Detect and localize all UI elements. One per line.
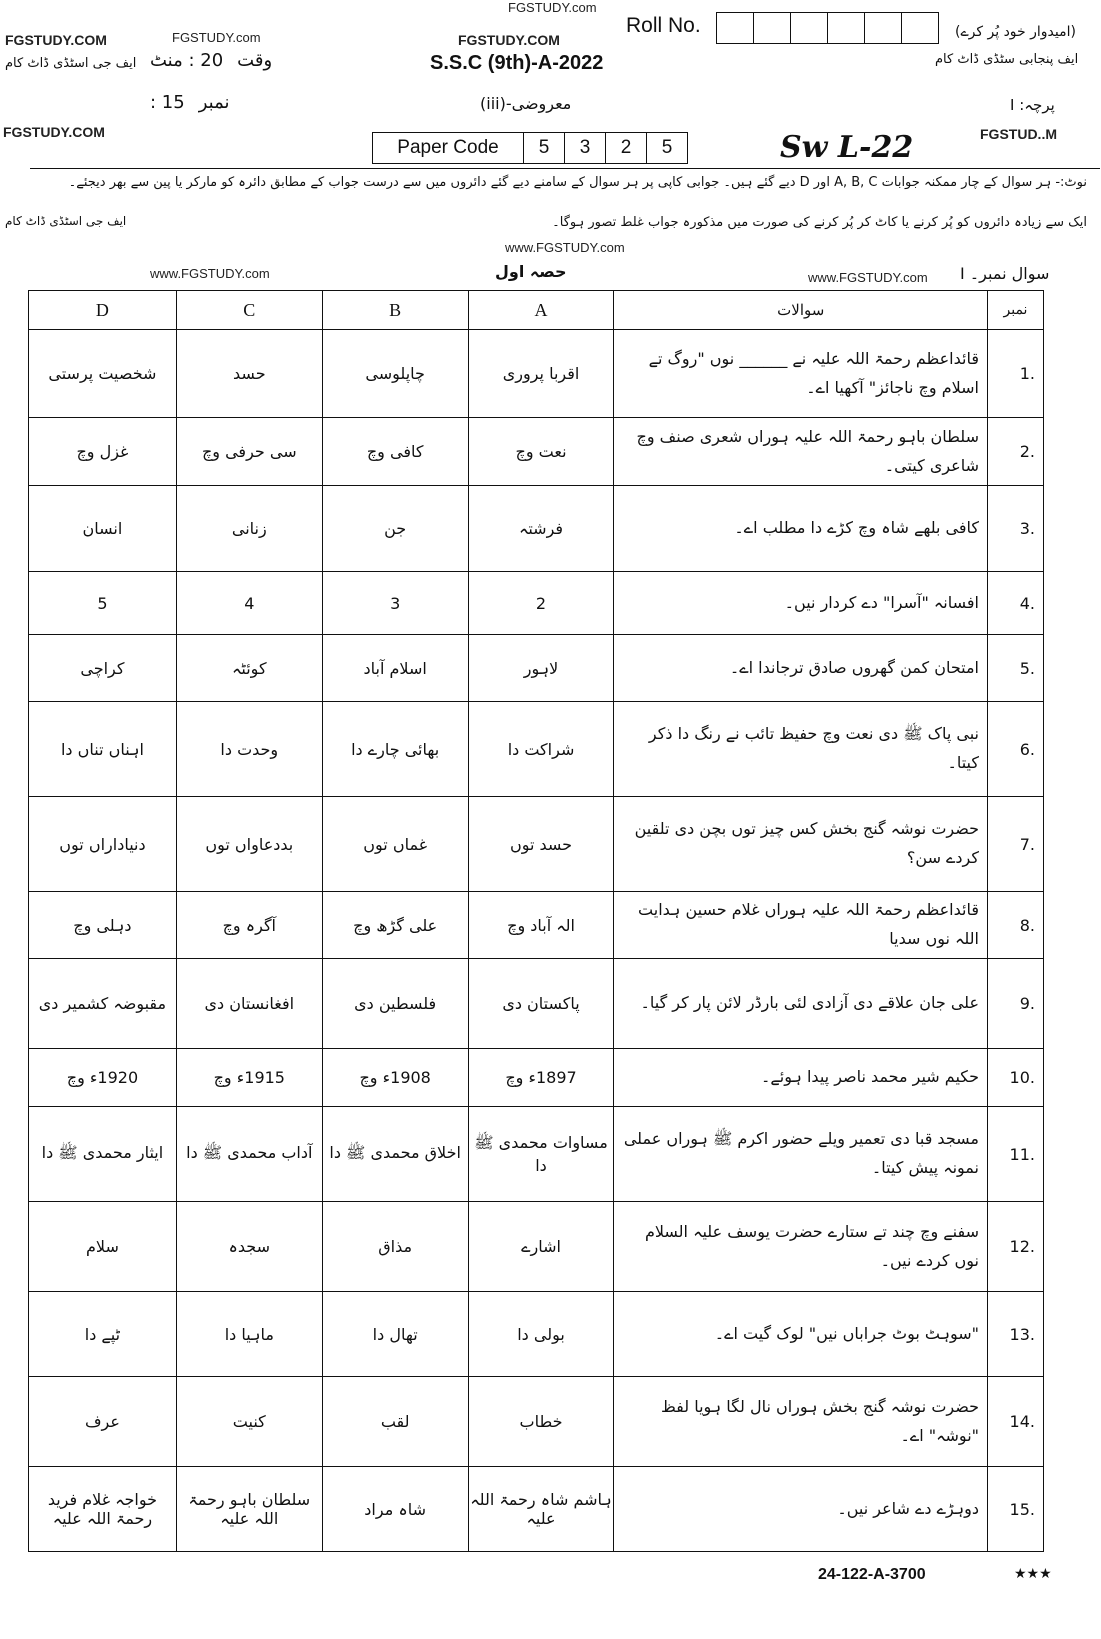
watermark: FGSTUDY.com <box>508 0 597 15</box>
question-number: .2 <box>988 418 1044 486</box>
option-b: تھال دا <box>322 1292 468 1377</box>
table-row <box>29 1049 1044 1107</box>
option-a: پاکستان دی <box>468 959 614 1049</box>
question-text: دوہڑے دے شاعر نیں۔ <box>614 1467 988 1552</box>
option-d: غزل وچ <box>29 418 177 486</box>
paper-code-digit: 2 <box>606 133 647 163</box>
question-text: مسجد قبا دی تعمیر ویلے حضور اکرم ﷺ ہوراں عملی نمونہ پیش کیتا۔ <box>614 1107 988 1202</box>
question-number: .5 <box>988 635 1044 702</box>
option-a: 1897ء وچ <box>468 1049 614 1107</box>
divider <box>30 168 1100 169</box>
option-d: دنیاداراں توں <box>29 797 177 892</box>
exam-title: S.S.C (9th)-A-2022 <box>430 52 604 74</box>
paper-code-digit: 5 <box>524 133 565 163</box>
table-row <box>29 797 1044 892</box>
option-d: ایثار محمدی ﷺ دا <box>29 1107 177 1202</box>
option-b: فلسطین دی <box>322 959 468 1049</box>
header-option-b: B <box>322 291 468 330</box>
option-d: دہلی وچ <box>29 892 177 959</box>
option-c: افغانستان دی <box>176 959 322 1049</box>
table-row <box>29 1202 1044 1292</box>
option-d: مقبوضہ کشمیر دی <box>29 959 177 1049</box>
option-b: لقب <box>322 1377 468 1467</box>
table-row <box>29 1107 1044 1202</box>
option-d: 1920ء وچ <box>29 1049 177 1107</box>
option-d: ٹپے دا <box>29 1292 177 1377</box>
option-a: حسد توں <box>468 797 614 892</box>
header-questions: سوالات <box>614 291 988 330</box>
candidate-note: (امیدوار خود پُر کرے) <box>955 24 1076 40</box>
footer-code: 24-122-A-3700 <box>818 1566 926 1583</box>
watermark: FGSTUDY.COM <box>5 32 107 48</box>
option-b: 3 <box>322 572 468 635</box>
question-number: .13 <box>988 1292 1044 1377</box>
question-text: حکیم شیر محمد ناصر پیدا ہوئے۔ <box>614 1049 988 1107</box>
paper-code-digit: 3 <box>565 133 606 163</box>
question-number: .8 <box>988 892 1044 959</box>
question-number: .10 <box>988 1049 1044 1107</box>
option-d: خواجہ غلام فرید رحمۃ اللہ علیہ <box>29 1467 177 1552</box>
option-a: نعت وچ <box>468 418 614 486</box>
objective-label: معروضی-(iii) <box>480 94 572 113</box>
watermark: www.FGSTUDY.com <box>808 270 928 285</box>
question-number: .4 <box>988 572 1044 635</box>
option-a: فرشتہ <box>468 486 614 572</box>
question-number: .14 <box>988 1377 1044 1467</box>
option-b: مذاق <box>322 1202 468 1292</box>
option-d: شخصیت پرستی <box>29 330 177 418</box>
option-c: سلطان باہو رحمۃ اللہ علیہ <box>176 1467 322 1552</box>
option-a: شراکت دا <box>468 702 614 797</box>
option-a: اقربا پروری <box>468 330 614 418</box>
option-d: کراچی <box>29 635 177 702</box>
watermark: FGSTUDY.COM <box>3 124 105 140</box>
header-option-d: D <box>29 291 177 330</box>
option-c: بددعاواں توں <box>176 797 322 892</box>
option-a: اشارے <box>468 1202 614 1292</box>
paper-code-label: Paper Code <box>373 133 524 163</box>
question-text: نبی پاک ﷺ دی نعت وچ حفیظ تائب نے رنگ دا ذکر کیتا۔ <box>614 702 988 797</box>
option-c: 1915ء وچ <box>176 1049 322 1107</box>
site-name-left: ایف جی اسٹڈی ڈاٹ کام <box>5 214 127 228</box>
question-number: .11 <box>988 1107 1044 1202</box>
option-b: کافی وچ <box>322 418 468 486</box>
question-number: .1 <box>988 330 1044 418</box>
watermark: FGSTUD..M <box>980 126 1057 142</box>
question-text: حضرت نوشہ گنج بخش کس چیز توں بچن دی تلقین کردے سن؟ <box>614 797 988 892</box>
time-label: وقت <box>237 50 273 71</box>
site-name-left: ایف جی اسٹڈی ڈاٹ کام <box>5 56 137 71</box>
option-b: 1908ء وچ <box>322 1049 468 1107</box>
option-a: الہ آباد وچ <box>468 892 614 959</box>
time-info <box>150 50 272 71</box>
table-row <box>29 572 1044 635</box>
option-a: لاہور <box>468 635 614 702</box>
marks-label: نمبر <box>198 92 230 113</box>
watermark: www.FGSTUDY.com <box>150 266 270 281</box>
option-d: عرف <box>29 1377 177 1467</box>
paper-code-digit: 5 <box>661 137 673 158</box>
option-b: غماں توں <box>322 797 468 892</box>
option-c: حسد <box>176 330 322 418</box>
option-b: اخلاق محمدی ﷺ دا <box>322 1107 468 1202</box>
option-c: کنیت <box>176 1377 322 1467</box>
mcq-table <box>28 290 1044 1552</box>
question-number: .15 <box>988 1467 1044 1552</box>
option-b: بھائی چارے دا <box>322 702 468 797</box>
question-text: سلطان باہو رحمۃ اللہ علیہ ہوراں شعری صنف وچ شاعری کیتی۔ <box>614 418 988 486</box>
question-text: سفنے وچ چند تے ستارے حضرت یوسف علیہ السلام نوں کردے نیں۔ <box>614 1202 988 1292</box>
footer-stars: ★★★ <box>1014 1566 1052 1582</box>
header-number: نمبر <box>988 291 1044 330</box>
option-c: کوئٹہ <box>176 635 322 702</box>
option-c: آداب محمدی ﷺ دا <box>176 1107 322 1202</box>
question-text: افسانہ "آسرا" دے کردار نیں۔ <box>614 572 988 635</box>
header-option-c: C <box>176 291 322 330</box>
paper-label: پرچہ: I <box>1010 96 1055 114</box>
option-a: ہاشم شاہ رحمۃ اللہ علیہ <box>468 1467 614 1552</box>
option-c: وحدت دا <box>176 702 322 797</box>
table-row <box>29 1377 1044 1467</box>
question-text: حضرت نوشہ گنج بخش ہوراں نال لگا ہویا لفظ "نوشہ" اے۔ <box>614 1377 988 1467</box>
table-row <box>29 702 1044 797</box>
option-b: جن <box>322 486 468 572</box>
question-text: امتحان کمن گھروں صادق ترجاندا اے۔ <box>614 635 988 702</box>
option-d: اہناں تناں دا <box>29 702 177 797</box>
option-b: علی گڑھ وچ <box>322 892 468 959</box>
question-number: .9 <box>988 959 1044 1049</box>
option-c: ماہیا دا <box>176 1292 322 1377</box>
question-text: قائداعظم رحمۃ اللہ علیہ نے ______ نوں "روگ تے اسلام وچ ناجائز" آکھیا اے۔ <box>614 330 988 418</box>
time-value: 20 : منٹ <box>150 50 224 71</box>
table-row <box>29 959 1044 1049</box>
roll-no-label: Roll No. <box>626 14 701 37</box>
option-c: زنانی <box>176 486 322 572</box>
option-c: سجدہ <box>176 1202 322 1292</box>
instruction-line-1: نوٹ:- ہر سوال کے چار ممکنہ جوابات A, B, C اور D دیے گئے ہیں۔ جوابی کاپی پر ہر سوال کے سامنے دیے گئے دائروں میں سے درست جواب کے مطابق دائرہ کو مارکر یا پین سے بھر دیجئے۔ <box>68 175 1087 190</box>
site-name-urdu: ایف پنجابی سٹڈی ڈاٹ کام <box>935 52 1079 67</box>
option-c: 4 <box>176 572 322 635</box>
table-row <box>29 1292 1044 1377</box>
question-number: .3 <box>988 486 1044 572</box>
question-text: کافی بلھے شاہ وچ کڑے دا مطلب اے۔ <box>614 486 988 572</box>
option-c: آگرہ وچ <box>176 892 322 959</box>
table-row <box>29 635 1044 702</box>
watermark: FGSTUDY.COM <box>458 32 560 48</box>
section-title: حصہ اول <box>495 262 567 281</box>
question-text: قائداعظم رحمۃ اللہ علیہ ہوراں غلام حسین ہدایت اللہ نوں سدیا <box>614 892 988 959</box>
table-row <box>29 1467 1044 1552</box>
table-row <box>29 892 1044 959</box>
question-text: "سوہٹ بوٹ جراباں نیں" لوک گیت اے۔ <box>614 1292 988 1377</box>
paper-code <box>372 132 688 164</box>
question-number: .6 <box>988 702 1044 797</box>
question-number: .7 <box>988 797 1044 892</box>
watermark: FGSTUDY.com <box>172 30 261 45</box>
option-a: بولی دا <box>468 1292 614 1377</box>
option-a: 2 <box>468 572 614 635</box>
table-row <box>29 418 1044 486</box>
roll-no-boxes[interactable] <box>716 12 939 44</box>
option-a: خطاب <box>468 1377 614 1467</box>
option-c: سی حرفی وچ <box>176 418 322 486</box>
option-b: شاہ مراد <box>322 1467 468 1552</box>
marks-info <box>150 92 229 113</box>
handwritten-mark: Sw L-22 <box>780 130 914 165</box>
option-b: چاپلوسی <box>322 330 468 418</box>
table-row <box>29 486 1044 572</box>
question-number: .12 <box>988 1202 1044 1292</box>
header-option-a: A <box>468 291 614 330</box>
watermark: www.FGSTUDY.com <box>505 240 625 255</box>
question-text: علی جان علاقے دی آزادی لئی بارڈر لائن پار کر گیا۔ <box>614 959 988 1049</box>
option-d: انسان <box>29 486 177 572</box>
marks-value: 15 : <box>150 92 185 113</box>
option-d: 5 <box>29 572 177 635</box>
option-d: سلام <box>29 1202 177 1292</box>
question-label: سوال نمبر۔ I <box>960 264 1050 283</box>
option-a: مساوات محمدی ﷺ دا <box>468 1107 614 1202</box>
table-row <box>29 330 1044 418</box>
instruction-line-2: ایک سے زیادہ دائروں کو پُر کرنے یا کاٹ کر پُر کرنے کی صورت میں مذکورہ جواب غلط تصور ہوگا۔ <box>552 215 1087 230</box>
option-b: اسلام آباد <box>322 635 468 702</box>
